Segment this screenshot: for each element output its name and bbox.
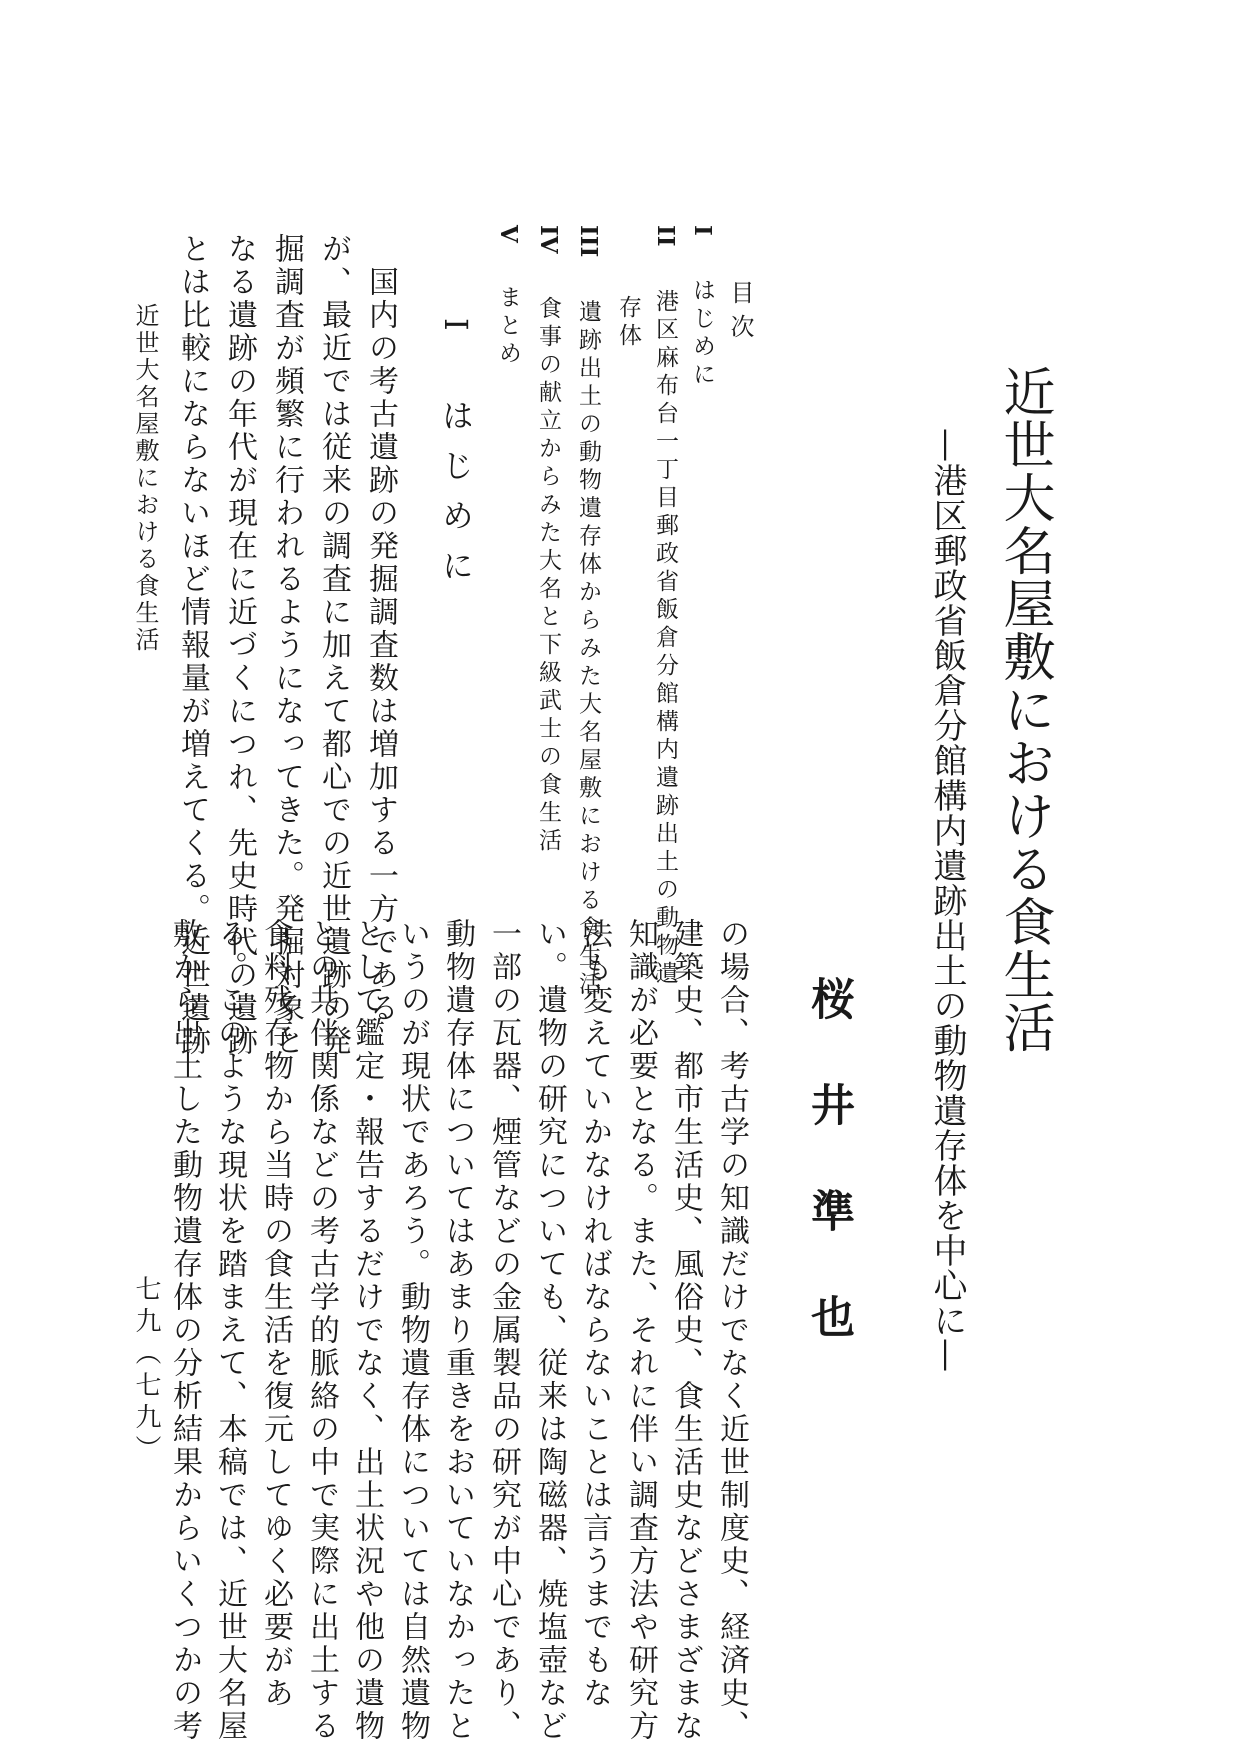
article-subtitle: —港区郵政省飯倉分館構内遺跡出土の動物遺存体を中心に— [927, 428, 967, 1373]
toc-item-number: III [575, 225, 602, 258]
section-heading: I はじめに [437, 318, 475, 599]
body-line: 法も変えていかなければならないことは言うまでもな [577, 918, 612, 1710]
page-number: 七九（七九） [131, 1275, 161, 1467]
toc-item-number: V [495, 225, 522, 243]
body-line: 一部の瓦器、煙管などの金属製品の研究が中心であり、 [486, 918, 521, 1743]
body-line: とは比較にならないほど情報量が増えてくる。近世遺跡 [175, 233, 210, 1058]
toc-item-number: IV [535, 225, 562, 254]
toc-item [576, 225, 600, 999]
toc-item [653, 225, 677, 989]
body-line: 敷から出土した動物遺存体の分析結果からいくつかの考 [167, 918, 202, 1743]
body-line: 掘調査が頻繁に行われるようになってきた。発掘対象と [269, 233, 304, 1058]
body-line: 動物遺存体についてはあまり重きをおいていなかったと [440, 918, 475, 1743]
body-line: なる遺跡の年代が現在に近づくにつれ、先史時代の遺跡 [222, 233, 257, 1058]
toc-item-label: 食事の献立からみた大名と下級武士の食生活 [535, 295, 561, 856]
article-title: 近世大名屋敷における食生活 [994, 365, 1054, 1054]
body-line: が、最近では従来の調査に加えて都心での近世遺跡の発 [316, 233, 351, 1058]
toc-item-label: 遺跡出土の動物遺存体からみた大名屋敷における食生活 [575, 299, 601, 1000]
body-line: 国内の考古遺跡の発掘調査数は増加する一方である [363, 266, 398, 1025]
toc-heading: 目次 [726, 280, 754, 348]
toc-item-label: はじめに [689, 277, 715, 390]
toc-item [616, 295, 639, 351]
running-title: 近世大名屋敷における食生活 [131, 303, 159, 654]
toc-item-label: 港区麻布台一丁目郵政省飯倉分館構内遺跡出土の動物遺 [652, 288, 678, 989]
body-line: との共伴関係などの考古学的脈絡の中で実際に出土する [304, 918, 339, 1743]
toc-item-number: I [689, 225, 716, 236]
toc-item-label: 存体 [615, 295, 641, 351]
body-line: る。このような現状を踏まえて、本稿では、近世大名屋 [212, 918, 247, 1743]
body-line: 建築史、都市生活史、風俗史、食生活史などさまざまな [668, 918, 703, 1743]
body-line: いうのが現状であろう。動物遺存体については自然遺物 [395, 918, 430, 1743]
body-line: 食料残存物から当時の食生活を復元してゆく必要があ [258, 918, 293, 1710]
toc-item [536, 225, 560, 856]
toc-item [496, 225, 520, 369]
body-line: の場合、考古学の知識だけでなく近世制度史、経済史、 [714, 918, 749, 1743]
author-name: 桜井準也 [803, 976, 854, 1400]
body-line: として鑑定・報告するだけでなく、出土状況や他の遺物 [349, 918, 384, 1743]
body-line: い。遺物の研究についても、従来は陶磁器、焼塩壺など [532, 918, 567, 1743]
toc-item-label: まとめ [495, 284, 521, 369]
toc-item-number: II [652, 225, 679, 247]
toc-item [690, 225, 714, 390]
body-line: 知識が必要となる。また、それに伴い調査方法や研究方 [623, 918, 658, 1743]
